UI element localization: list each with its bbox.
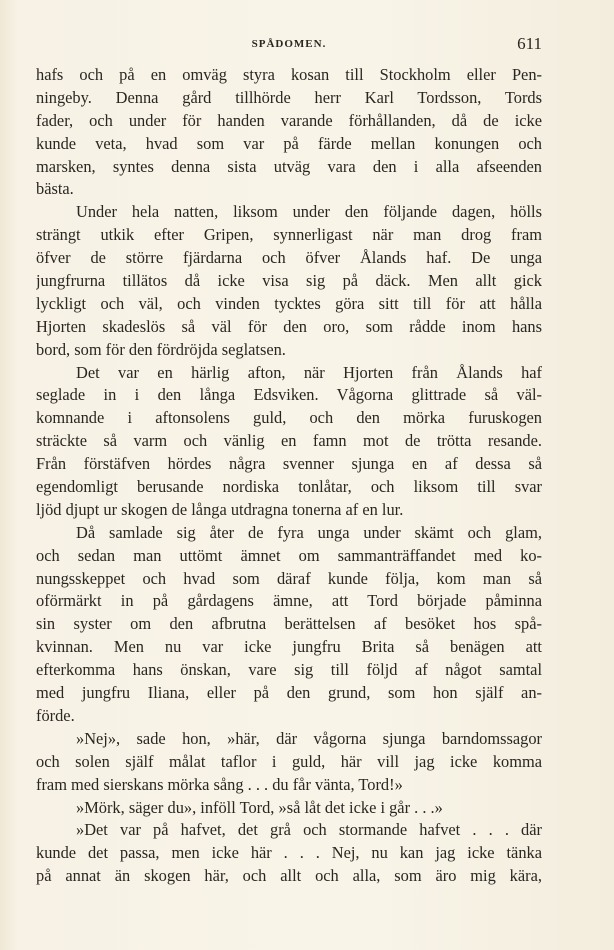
page-number: 611 bbox=[517, 34, 542, 53]
page-header bbox=[36, 34, 542, 56]
text-line: bästa. bbox=[36, 179, 74, 199]
text-line: »Nej», sade hon, »här, där vågorna sjunga barndomssagor bbox=[76, 728, 542, 748]
text-line: fram med sierskans mörka sång . . . du får vänta, Tord!» bbox=[36, 774, 403, 794]
text-line: sträckte så varm och vänlig en famn mot de trötta resande. bbox=[36, 431, 542, 451]
text-line: med jungfru Iliana, eller på den grund, som hon själf an- bbox=[36, 683, 542, 703]
text-line: ljöd djupt ur skogen de långa utdragna tonerna af en lur. bbox=[36, 499, 404, 519]
running-title: SPÅDOMEN. bbox=[251, 38, 327, 50]
text-line: kunde veta, hvad som var på färde mellan konungen och bbox=[36, 133, 542, 153]
text-line: »Mörk, säger du», inföll Tord, »så låt det icke i går . . .» bbox=[76, 797, 443, 817]
text-line: och solen själf målat taflor i guld, här vill jag icke komma bbox=[36, 751, 542, 771]
text-line: på annat än skogen här, och allt och alla, som äro mig kära, bbox=[36, 866, 542, 886]
text-line: nungsskeppet och hvad som däraf kunde följa, kom man så bbox=[36, 568, 542, 588]
text-line: ningeby. Denna gård tillhörde herr Karl Tordsson, Tords bbox=[36, 87, 542, 107]
text-line: och sedan man uttömt ämnet om sammanträffandet med ko- bbox=[36, 545, 542, 565]
text-line: seglade in i den långa Edsviken. Vågorna glittrade så väl- bbox=[36, 385, 542, 405]
text-line: lyckligt och väl, och vinden tycktes göra sitt till för att hålla bbox=[36, 293, 542, 313]
text-line: sin syster om den afbrutna berättelsen af besöket hos spå- bbox=[36, 614, 542, 634]
text-line: kvinnan. Men nu var icke jungfru Brita så benägen att bbox=[36, 637, 542, 657]
text-line: bord, som för den fördröjda seglatsen. bbox=[36, 339, 286, 359]
text-line: »Det var på hafvet, det grå och stormande hafvet . . . där bbox=[76, 820, 542, 840]
text-line: förde. bbox=[36, 705, 75, 725]
text-line: hafs och på en omväg styra kosan till Stockholm eller Pen- bbox=[36, 65, 542, 84]
text-line: Hjorten skadeslös så väl för den oro, som rådde inom hans bbox=[36, 316, 542, 336]
text-line: komnande i aftonsolens guld, och den mörka furuskogen bbox=[36, 408, 542, 428]
text-line: egendomligt berusande nordiska tonlåtar, och liksom till svar bbox=[36, 477, 542, 497]
text-line: Då samlade sig åter de fyra unga under skämt och glam, bbox=[76, 522, 542, 542]
text-line: strängt utkik efter Gripen, synnerligast när man drog fram bbox=[36, 225, 542, 245]
text-line: kunde det passa, men icke här . . . Nej, nu kan jag icke tänka bbox=[36, 843, 542, 863]
text-line: öfver de större fjärdarna och öfver Ålands haf. De unga bbox=[36, 248, 542, 268]
text-line: marsken, syntes denna sista utväg vara den i alla afseenden bbox=[36, 156, 542, 176]
text-line: efterkomma hans önskan, vare sig till följd af något samtal bbox=[36, 660, 542, 680]
text-line: Under hela natten, liksom under den följande dagen, hölls bbox=[76, 202, 542, 222]
body-text bbox=[36, 64, 542, 888]
text-line: oförmärkt in på gårdagens ämne, att Tord började påminna bbox=[36, 591, 542, 611]
text-line: Från förstäfven hördes några svenner sjunga en af dessa så bbox=[36, 454, 542, 474]
text-line: Det var en härlig afton, när Hjorten från Ålands haf bbox=[76, 362, 542, 382]
text-line: fader, och under för handen varande förhållanden, då de icke bbox=[36, 110, 542, 130]
text-line: jungfrurna tillätos då icke visa sig på däck. Men allt gick bbox=[36, 271, 542, 291]
